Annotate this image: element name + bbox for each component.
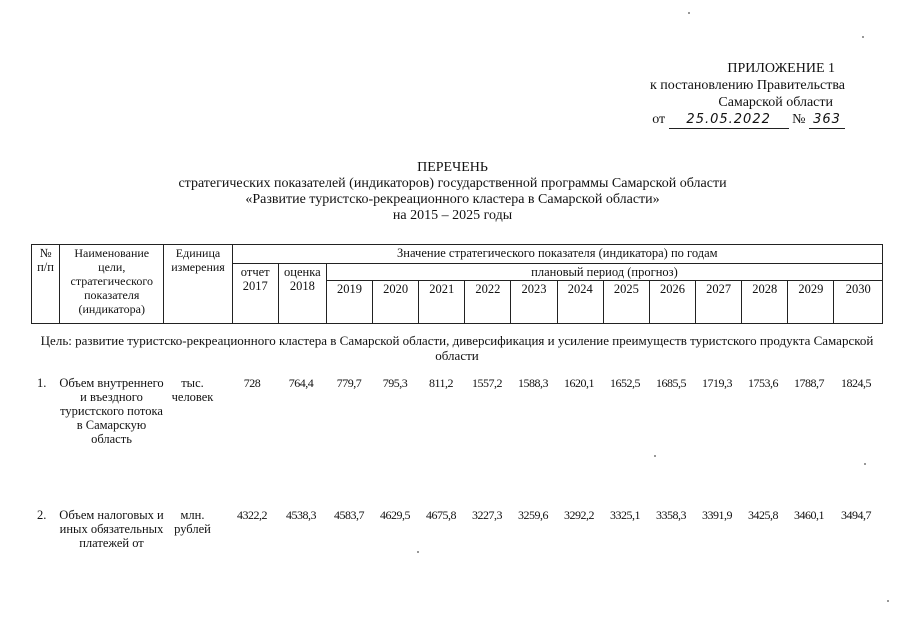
plan-year: 2019 [326,281,372,324]
appendix-line2: Самарской области [718,95,833,110]
row-value: 1824,5 [841,376,871,390]
plan-year: 2029 [788,281,834,324]
scan-speck [654,455,656,457]
row-value: 3259,6 [518,508,548,522]
row-value: 4629,5 [380,508,410,522]
table-row [31,376,883,491]
table-row [31,508,883,588]
row-value: 1685,5 [656,376,686,390]
estimate-year: 2018 [289,279,315,293]
row-value: 3425,8 [748,508,778,522]
row-value: 1557,2 [472,376,502,390]
handwritten-number: 363 [809,111,845,129]
header-unit-cell: Единица измерения [164,245,232,324]
row-value: 4538,3 [286,508,316,522]
plan-year: 2022 [465,281,511,324]
header-values-cell: Значение стратегического показателя (индикатора) по годам [232,245,882,264]
row-value: 764,4 [288,376,314,390]
row-value: 4675,8 [426,508,456,522]
scan-speck [688,12,690,14]
row-value: 795,3 [382,376,408,390]
row-value: 1719,3 [702,376,732,390]
row-value: 3494,7 [841,508,871,522]
estimate-label: оценка [284,265,321,279]
row-value: 728 [243,376,261,390]
scan-speck [864,463,866,465]
row-value: 3460,1 [794,508,824,522]
row-unit: тыс. человек [171,376,214,404]
date-prefix: от [652,112,666,127]
header-report-cell [232,264,278,324]
document-heading: ПЕРЕЧЕНЬ [417,160,488,175]
plan-year: 2028 [742,281,788,324]
row-value: 1753,6 [748,376,778,390]
report-label: отчет [240,265,270,279]
row-value: 3325,1 [610,508,640,522]
header-estimate-cell [278,264,326,324]
row-value: 4322,2 [237,508,267,522]
row-value: 1588,3 [518,376,548,390]
row-value: 1620,1 [564,376,594,390]
plan-year: 2030 [834,281,883,324]
document-title-block [0,160,905,224]
appendix-date-line [605,111,845,129]
handwritten-date: 25.05.2022 [669,111,789,129]
header-name-cell: Наименование цели, стратегического показателя (индикатора) [60,245,164,324]
row-name: Объем налоговых и иных обязательных платежей от [59,508,164,550]
row-value: 3391,9 [702,508,732,522]
appendix-title: ПРИЛОЖЕНИЕ 1 [727,61,835,76]
plan-year: 2020 [373,281,419,324]
row-number: 1. [37,376,47,390]
header-plan-cell: плановый период (прогноз) [326,264,882,281]
row-value: 811,2 [428,376,454,390]
scan-speck [862,36,864,38]
appendix-block [605,60,845,129]
row-value: 779,7 [336,376,362,390]
document-subtitle-line1: стратегических показателей (индикаторов) государственной программы Самарской области [178,176,727,191]
report-year: 2017 [242,279,268,293]
number-prefix: № [792,112,806,127]
appendix-line1: к постановлению Правительства [649,78,845,93]
row-value: 1788,7 [794,376,824,390]
row-value: 1652,5 [610,376,640,390]
plan-year: 2021 [419,281,465,324]
plan-year: 2026 [649,281,695,324]
row-number: 2. [37,508,47,522]
row-value: 3227,3 [472,508,502,522]
scan-speck [417,551,419,553]
row-unit: млн. рублей [174,508,211,536]
plan-year: 2023 [511,281,557,324]
document-subtitle-line3: на 2015 – 2025 годы [392,208,513,223]
goal-text: Цель: развитие туристско-рекреационного кластера в Самарской области, диверсификация и усиление преимуществ туристского продукта Самарской области [40,333,874,363]
plan-year: 2025 [603,281,649,324]
plan-year: 2024 [557,281,603,324]
row-value: 3292,2 [564,508,594,522]
scan-speck [887,600,889,602]
indicators-header-table [31,244,883,324]
row-value: 3358,3 [656,508,686,522]
row-name: Объем внутреннего и въездного туристского потока в Самарскую область [59,376,164,446]
document-subtitle-line2: «Развитие туристско-рекреационного кластера в Самарской области» [245,192,660,207]
header-number-cell: № п/п [32,245,60,324]
row-value: 4583,7 [334,508,364,522]
plan-year: 2027 [696,281,742,324]
